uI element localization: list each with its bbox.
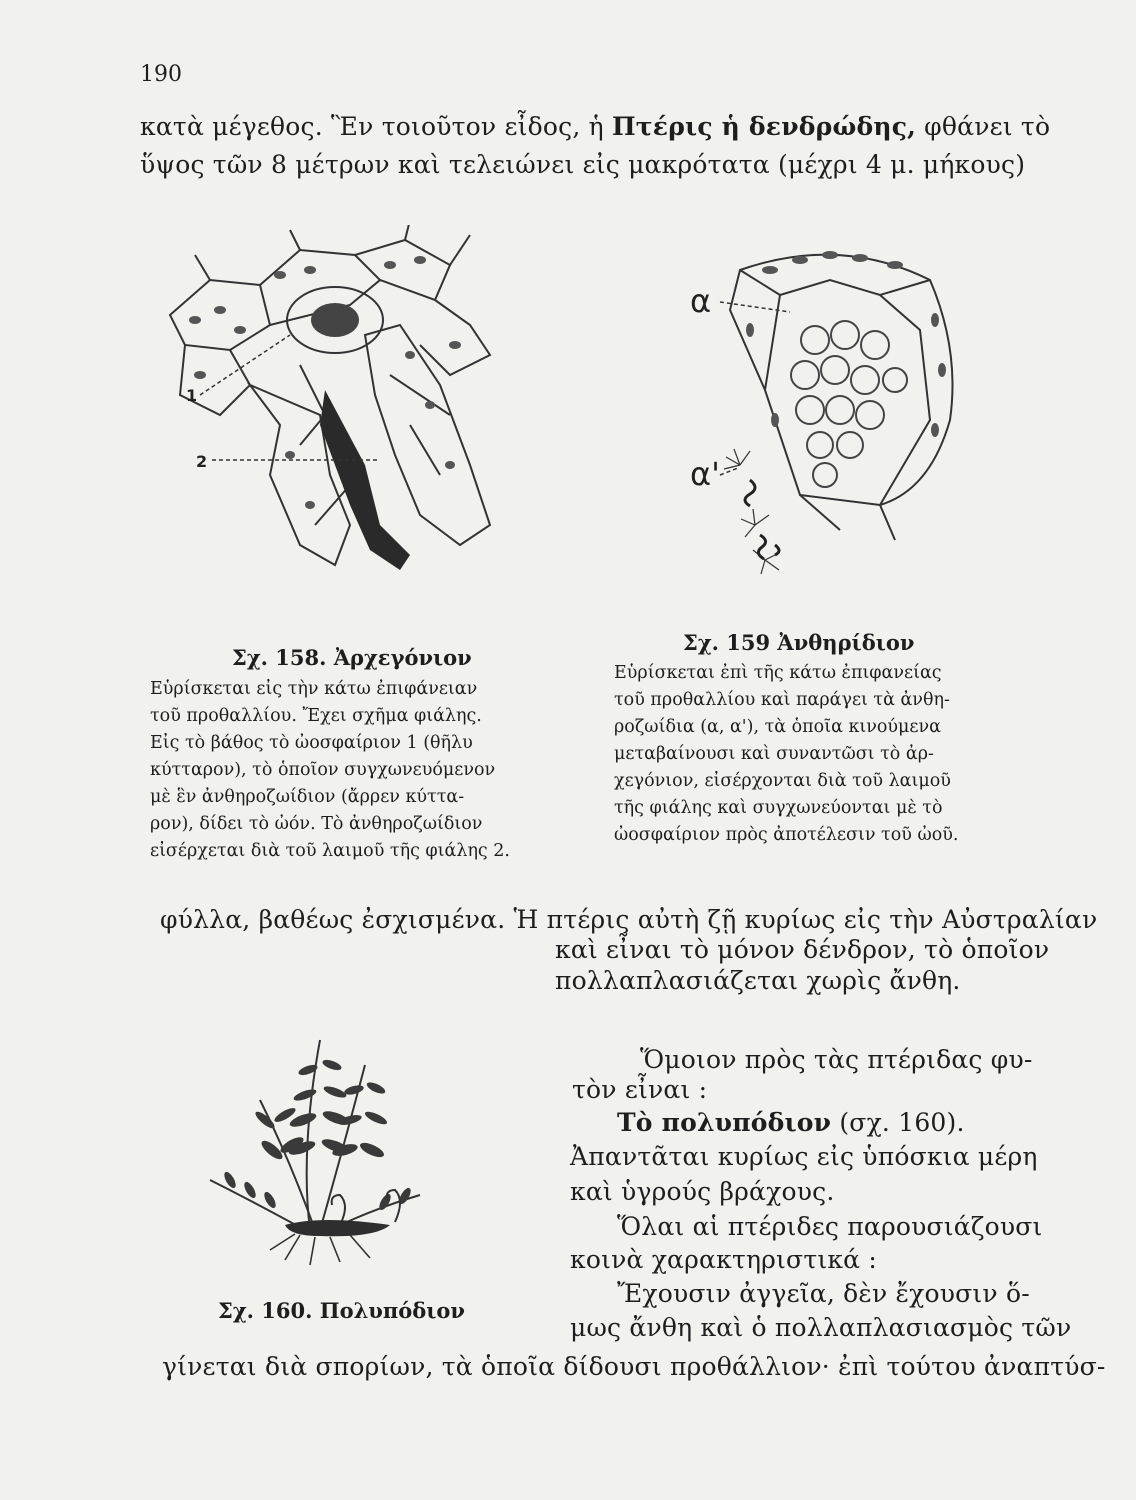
body-line: Ἔχουσιν ἀγγεῖα, δὲν ἔχουσιν ὅ-	[617, 1279, 1030, 1308]
fig158-caption-line: κύτταρον), τὸ ὁποῖον συγχωνευόμενον	[150, 760, 496, 780]
archegonium-illustration	[150, 225, 530, 585]
fig159-caption-line: Εὑρίσκεται ἐπὶ τῆς κάτω ἐπιφανείας	[614, 663, 942, 683]
fig159-caption	[614, 660, 958, 849]
fig158-title: Σχ. 158. Ἀρχεγόνιον	[232, 645, 472, 670]
polypodium-illustration	[190, 1010, 450, 1270]
body-line: πολλαπλασιάζεται χωρὶς ἄνθη.	[555, 966, 961, 995]
body-line: Ὅμοιον πρὸς τὰς πτέριδας φυ-	[640, 1045, 1033, 1074]
body-line: καὶ εἶναι τὸ μόνον δένδρον, τὸ ὁποῖον	[555, 935, 1050, 964]
body-line: φύλλα, βαθέως ἐσχισμένα. Ἡ πτέρις αὐτὴ ζῇ κυρίως εἰς τὴν Αὐστραλίαν	[160, 905, 1098, 934]
label-2: 2	[196, 452, 208, 471]
fig158-caption-line: ρον), δίδει τὸ ὠόν. Τὸ ἀνθηροζωίδιον	[150, 814, 483, 834]
polypodium-ref: (σχ. 160).	[831, 1108, 965, 1137]
body-line: Ὅλαι αἱ πτέριδες παρουσιάζουσι	[617, 1212, 1043, 1241]
label-a: α	[690, 282, 712, 320]
label-1: 1	[186, 386, 198, 405]
intro-line-1-a: κατὰ μέγεθος. Ἓν τοιοῦτον εἶδος, ἡ	[140, 112, 612, 141]
final-line: γίνεται διὰ σπορίων, τὰ ὁποῖα δίδουσι προθάλλιον· ἐπὶ τούτου ἀναπτύσ-	[162, 1352, 1106, 1381]
fig158-caption-line: εἰσέρχεται διὰ τοῦ λαιμοῦ τῆς φιάλης 2.	[150, 841, 510, 861]
fig159-caption-line: τοῦ προθαλλίου καὶ παράγει τὰ ἀνθη-	[614, 690, 950, 710]
label-a-prime: α'	[690, 455, 720, 493]
fig158-caption-line: Εἰς τὸ βάθος τὸ ὠοσφαίριον 1 (θῆλυ	[150, 733, 473, 753]
body-line: Ἀπαντᾶται κυρίως εἰς ὑπόσκια μέρη	[570, 1142, 1038, 1171]
body-line: καὶ ὑγρούς βράχους.	[570, 1177, 835, 1206]
polypodium-bold: Τὸ πολυπόδιον	[617, 1108, 832, 1137]
species-name-bold: Πτέρις ἡ δενδρώδης,	[611, 112, 917, 141]
page-number: 190	[140, 62, 182, 87]
fig158-caption	[150, 676, 510, 865]
fig159-caption-line: χεγόνιον, εἰσέρχονται διὰ τοῦ λαιμοῦ	[614, 771, 951, 791]
intro-line-1	[140, 112, 1050, 141]
fig159-caption-line: ροζωίδια (α, α'), τὰ ὁποῖα κινούμενα	[614, 717, 941, 737]
fig159-title: Σχ. 159 Ἀνθηρίδιον	[683, 630, 915, 655]
body-line: κοινὰ χαρακτηριστικά :	[570, 1245, 878, 1274]
intro-line-2: ὕψος τῶν 8 μέτρων καὶ τελειώνει εἰς μακρότατα (μέχρι 4 μ. μήκους)	[140, 150, 1026, 179]
body-line: μως ἄνθη καὶ ὁ πολλαπλασιασμὸς τῶν	[570, 1313, 1072, 1342]
antheridium-illustration	[680, 240, 970, 600]
fig159-caption-line: ὠοσφαίριον πρὸς ἀποτέλεσιν τοῦ ὠοῦ.	[614, 825, 959, 845]
polypodium-heading	[617, 1108, 965, 1137]
intro-line-1-b: φθάνει τὸ	[916, 112, 1051, 141]
fig158-caption-line: μὲ ἓν ἀνθηροζωίδιον (ἄρρεν κύττα-	[150, 787, 465, 807]
body-line: τὸν εἶναι :	[572, 1075, 708, 1104]
fig160-title: Σχ. 160. Πολυπόδιον	[218, 1298, 465, 1323]
fig158-caption-line: τοῦ προθαλλίου. Ἔχει σχῆμα φιάλης.	[150, 706, 482, 726]
fig159-caption-line: μεταβαίνουσι καὶ συναντῶσι τὸ ἀρ-	[614, 744, 934, 764]
fig158-caption-line: Εὑρίσκεται εἰς τὴν κάτω ἐπιφάνειαν	[150, 679, 478, 699]
fig159-caption-line: τῆς φιάλης καὶ συγχωνεύονται μὲ τὸ	[614, 798, 943, 818]
